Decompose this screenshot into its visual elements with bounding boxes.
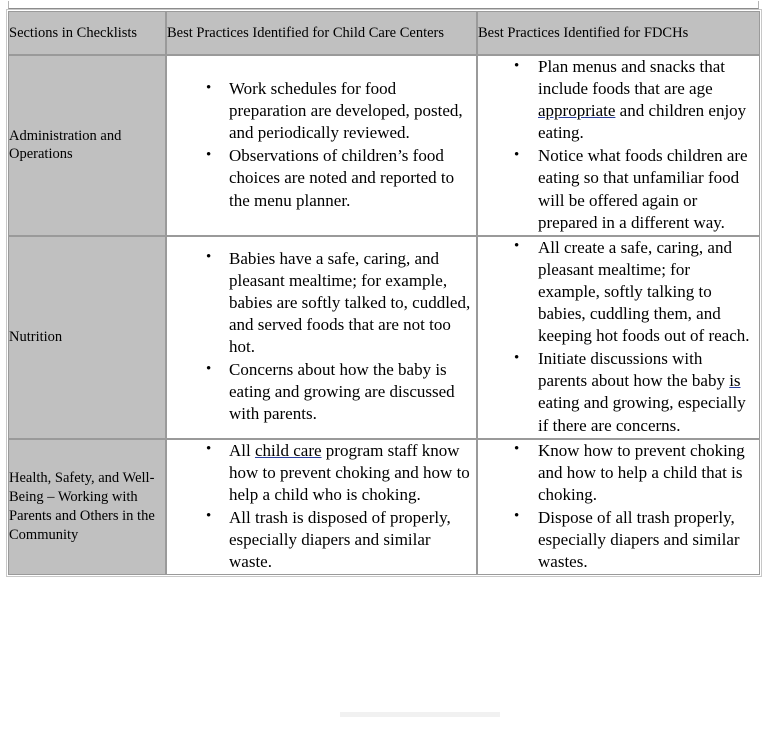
table-header [8,11,760,55]
centers-practices-cell [166,236,477,439]
table-body [8,55,760,575]
practice-text: Babies have a safe, caring, and pleasant mealtime; for example, babies are softly talked to, cuddled, and served foods that are not too hot. [229,248,471,357]
practice-item [478,145,755,233]
practice-text: All trash is disposed of properly, especially diapers and similar waste. [229,507,451,572]
practice-list [167,78,476,212]
underlined-term: appropriate [538,101,616,121]
table-row [8,439,760,576]
practice-text: Dispose of all trash properly, especially diapers and similar wastes. [538,507,740,572]
section-label: Nutrition [9,328,63,345]
practice-item [167,248,472,358]
practice-item [167,507,472,573]
section-label-cell [8,55,166,236]
centers-practices-cell [166,439,477,576]
section-label: Administration and Operations [9,127,122,163]
practice-text: Work schedules for food preparation are developed, posted, and periodically reviewed. [229,79,463,143]
underlined-term: child care [254,440,322,460]
practice-text: and children enjoy eating. [538,101,747,143]
practice-item [478,440,755,506]
practice-item [167,145,472,211]
practice-list [478,440,759,574]
practice-text: Concerns about how the baby is eating and growing are discussed with parents. [229,360,455,424]
practice-text: All create a safe, caring, and pleasant mealtime; for example, softly talking to babies, cuddling them, and keeping hot foods out of reach. [538,237,750,346]
practice-list [167,440,476,574]
fdch-practices-cell [477,236,760,439]
previous-table-bottom-edge [8,1,759,9]
practice-item [478,56,755,144]
column-header-sections: Sections in Checklists [8,11,166,55]
practice-text: Plan menus and snacks that include foods that are age [538,57,725,99]
practice-item [167,440,472,506]
practice-text: Initiate discussions with parents about how the baby [538,349,730,391]
section-label-cell [8,236,166,439]
document-body [8,11,760,575]
fdch-practices-cell [477,439,760,576]
practice-text: Notice what foods children are eating so that unfamiliar food will be offered again or prepared in a different way. [538,146,748,232]
practice-text: All [229,440,255,460]
best-practices-table [8,11,760,575]
practice-list [478,56,759,234]
section-label: Health, Safety, and Well-Being – Working with Parents and Others in the Community [9,470,155,543]
table-row [8,236,760,439]
practice-item [478,237,755,347]
underlined-term: is [729,371,741,391]
column-header-centers: Best Practices Identified for Child Care Centers [166,11,477,55]
practice-item [167,78,472,144]
practice-item [478,348,755,436]
table-row [8,55,760,236]
practice-list [478,237,759,437]
practice-text: Observations of children’s food choices are noted and reported to the menu planner. [229,146,455,210]
centers-practices-cell [166,55,477,236]
practice-text: Know how to prevent choking and how to help a child that is choking. [538,440,745,504]
practice-list [167,248,476,426]
fdch-practices-cell [477,55,760,236]
practice-item [167,359,472,425]
section-label-cell [8,439,166,576]
page-artifact [340,712,500,717]
column-header-fdchs: Best Practices Identified for FDCHs [477,11,760,55]
practice-item [478,507,755,573]
header-row [8,11,760,55]
practice-text: eating and growing, especially if there are concerns. [538,393,746,435]
practice-text: program staff know how to prevent choking and how to help a child who is choking. [229,440,470,504]
